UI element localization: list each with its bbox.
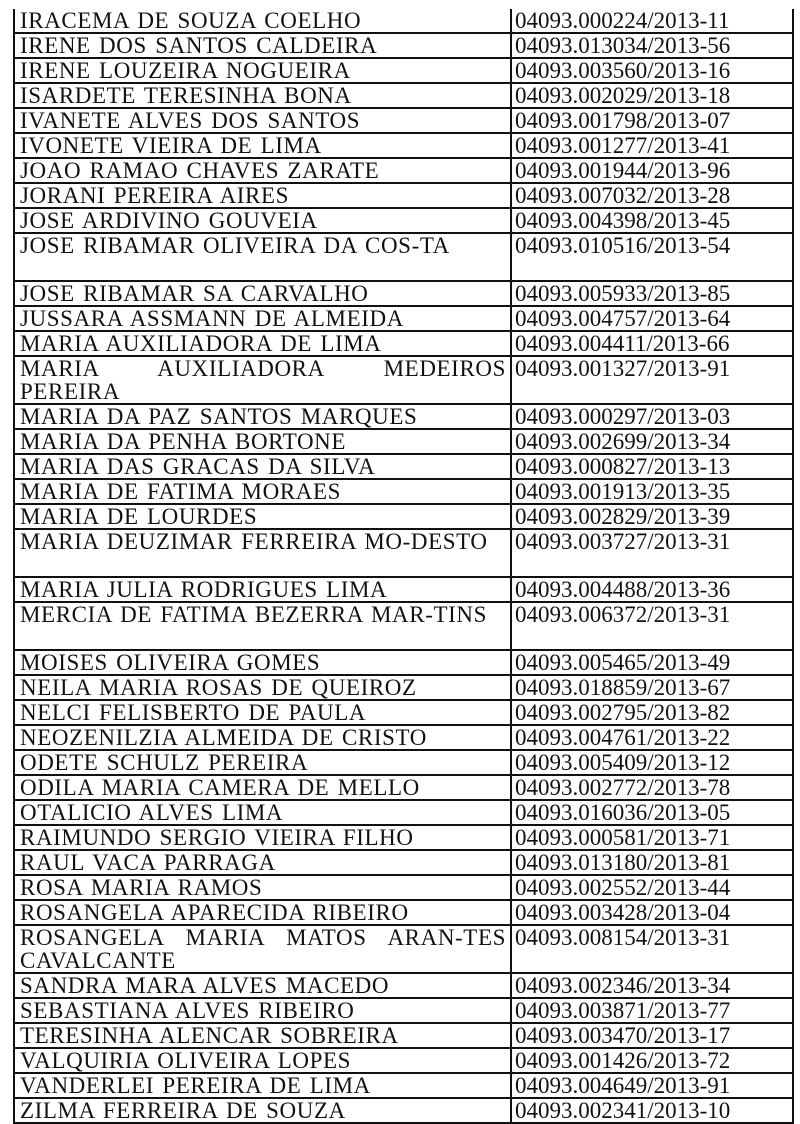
table-row <box>14 404 793 429</box>
beneficiary-name-cell: JOAO RAMAO CHAVES ZARATE <box>14 158 511 183</box>
beneficiary-name-cell: MARIA DE FATIMA MORAES <box>14 479 511 504</box>
beneficiary-name-cell: IVONETE VIEIRA DE LIMA <box>14 133 511 158</box>
beneficiary-name-cell: JUSSARA ASSMANN DE ALMEIDA <box>14 306 511 331</box>
table-row <box>14 650 793 675</box>
beneficiary-name-cell: IRENE LOUZEIRA NOGUEIRA <box>14 58 511 83</box>
process-number-cell: 04093.000297/2013-03 <box>511 404 793 429</box>
process-number-cell: 04093.007032/2013-28 <box>511 183 793 208</box>
table-row <box>14 454 793 479</box>
process-number-cell: 04093.004761/2013-22 <box>511 725 793 750</box>
beneficiary-name-cell: JORANI PEREIRA AIRES <box>14 183 511 208</box>
beneficiary-name-cell: JOSE RIBAMAR OLIVEIRA DA COS-TA <box>14 233 511 281</box>
beneficiary-name-cell: ROSANGELA MARIA MATOS ARAN-TES CAVALCANTE <box>14 925 511 973</box>
beneficiary-name-cell: ZILMA FERREIRA DE SOUZA <box>14 1098 511 1123</box>
table-row <box>14 973 793 998</box>
beneficiary-name-cell: MARIA DA PAZ SANTOS MARQUES <box>14 404 511 429</box>
beneficiary-name-cell: MARIA DAS GRACAS DA SILVA <box>14 454 511 479</box>
process-number-cell: 04093.002552/2013-44 <box>511 875 793 900</box>
beneficiary-name-cell: ODILA MARIA CAMERA DE MELLO <box>14 775 511 800</box>
process-number-cell: 04093.005409/2013-12 <box>511 750 793 775</box>
table-row <box>14 577 793 602</box>
process-number-cell: 04093.002772/2013-78 <box>511 775 793 800</box>
process-number-cell: 04093.000224/2013-11 <box>511 9 793 33</box>
process-number-cell: 04093.018859/2013-67 <box>511 675 793 700</box>
process-number-cell: 04093.001327/2013-91 <box>511 356 793 404</box>
process-number-cell: 04093.004411/2013-66 <box>511 331 793 356</box>
beneficiary-name-cell: MARIA DE LOURDES <box>14 504 511 529</box>
beneficiary-name-cell: SANDRA MARA ALVES MACEDO <box>14 973 511 998</box>
process-number-cell: 04093.001426/2013-72 <box>511 1048 793 1073</box>
table-row <box>14 233 793 281</box>
table-row <box>14 58 793 83</box>
process-number-cell: 04093.004757/2013-64 <box>511 306 793 331</box>
table-row <box>14 183 793 208</box>
process-number-cell: 04093.002795/2013-82 <box>511 700 793 725</box>
table-row <box>14 800 793 825</box>
process-number-cell: 04093.002346/2013-34 <box>511 973 793 998</box>
table-row <box>14 108 793 133</box>
table-row <box>14 83 793 108</box>
table-row <box>14 875 793 900</box>
table-row <box>14 331 793 356</box>
process-number-cell: 04093.003560/2013-16 <box>511 58 793 83</box>
table-row <box>14 775 793 800</box>
table-row <box>14 825 793 850</box>
table-row <box>14 529 793 577</box>
table-row <box>14 356 793 404</box>
table-row <box>14 750 793 775</box>
beneficiary-name-cell: ROSANGELA APARECIDA RIBEIRO <box>14 900 511 925</box>
beneficiary-name-cell: ISARDETE TERESINHA BONA <box>14 83 511 108</box>
beneficiary-name-cell: IVANETE ALVES DOS SANTOS <box>14 108 511 133</box>
beneficiary-name-cell: MERCIA DE FATIMA BEZERRA MAR-TINS <box>14 602 511 650</box>
beneficiary-name-cell: MARIA DEUZIMAR FERREIRA MO-DESTO <box>14 529 511 577</box>
table-row <box>14 998 793 1023</box>
process-number-cell: 04093.003727/2013-31 <box>511 529 793 577</box>
records-table <box>13 9 794 1124</box>
table-row <box>14 158 793 183</box>
beneficiary-name-cell: JOSE RIBAMAR SA CARVALHO <box>14 281 511 306</box>
table-row <box>14 725 793 750</box>
table-row <box>14 925 793 973</box>
table-row <box>14 33 793 58</box>
beneficiary-name-cell: MARIA AUXILIADORA MEDEIROS PEREIRA <box>14 356 511 404</box>
process-number-cell: 04093.004488/2013-36 <box>511 577 793 602</box>
beneficiary-name-cell: ROSA MARIA RAMOS <box>14 875 511 900</box>
beneficiary-name-cell: NEILA MARIA ROSAS DE QUEIROZ <box>14 675 511 700</box>
process-number-cell: 04093.013180/2013-81 <box>511 850 793 875</box>
process-number-cell: 04093.008154/2013-31 <box>511 925 793 973</box>
beneficiary-name-cell: JOSE ARDIVINO GOUVEIA <box>14 208 511 233</box>
table-row <box>14 9 793 33</box>
process-number-cell: 04093.016036/2013-05 <box>511 800 793 825</box>
process-number-cell: 04093.001913/2013-35 <box>511 479 793 504</box>
process-number-cell: 04093.002029/2013-18 <box>511 83 793 108</box>
process-number-cell: 04093.010516/2013-54 <box>511 233 793 281</box>
table-row <box>14 700 793 725</box>
process-number-cell: 04093.004398/2013-45 <box>511 208 793 233</box>
beneficiary-name-cell: VANDERLEI PEREIRA DE LIMA <box>14 1073 511 1098</box>
process-number-cell: 04093.002699/2013-34 <box>511 429 793 454</box>
beneficiary-name-cell: MARIA DA PENHA BORTONE <box>14 429 511 454</box>
table-row <box>14 208 793 233</box>
beneficiary-name-cell: RAUL VACA PARRAGA <box>14 850 511 875</box>
process-number-cell: 04093.001798/2013-07 <box>511 108 793 133</box>
beneficiary-name-cell: IRACEMA DE SOUZA COELHO <box>14 9 511 33</box>
process-number-cell: 04093.005933/2013-85 <box>511 281 793 306</box>
beneficiary-name-cell: MARIA JULIA RODRIGUES LIMA <box>14 577 511 602</box>
document-page <box>13 9 792 1124</box>
process-number-cell: 04093.004649/2013-91 <box>511 1073 793 1098</box>
beneficiary-name-cell: ODETE SCHULZ PEREIRA <box>14 750 511 775</box>
process-number-cell: 04093.003871/2013-77 <box>511 998 793 1023</box>
table-row <box>14 281 793 306</box>
table-row <box>14 133 793 158</box>
table-row <box>14 429 793 454</box>
records-table-body <box>14 9 793 1123</box>
beneficiary-name-cell: OTALICIO ALVES LIMA <box>14 800 511 825</box>
process-number-cell: 04093.000581/2013-71 <box>511 825 793 850</box>
table-row <box>14 1023 793 1048</box>
process-number-cell: 04093.001944/2013-96 <box>511 158 793 183</box>
beneficiary-name-cell: MOISES OLIVEIRA GOMES <box>14 650 511 675</box>
process-number-cell: 04093.003470/2013-17 <box>511 1023 793 1048</box>
process-number-cell: 04093.002341/2013-10 <box>511 1098 793 1123</box>
table-row <box>14 1098 793 1123</box>
beneficiary-name-cell: SEBASTIANA ALVES RIBEIRO <box>14 998 511 1023</box>
table-row <box>14 675 793 700</box>
beneficiary-name-cell: MARIA AUXILIADORA DE LIMA <box>14 331 511 356</box>
table-row <box>14 900 793 925</box>
table-row <box>14 479 793 504</box>
table-row <box>14 504 793 529</box>
beneficiary-name-cell: TERESINHA ALENCAR SOBREIRA <box>14 1023 511 1048</box>
beneficiary-name-cell: NELCI FELISBERTO DE PAULA <box>14 700 511 725</box>
process-number-cell: 04093.006372/2013-31 <box>511 602 793 650</box>
process-number-cell: 04093.001277/2013-41 <box>511 133 793 158</box>
table-row <box>14 1073 793 1098</box>
table-row <box>14 306 793 331</box>
beneficiary-name-cell: NEOZENILZIA ALMEIDA DE CRISTO <box>14 725 511 750</box>
process-number-cell: 04093.005465/2013-49 <box>511 650 793 675</box>
process-number-cell: 04093.003428/2013-04 <box>511 900 793 925</box>
beneficiary-name-cell: VALQUIRIA OLIVEIRA LOPES <box>14 1048 511 1073</box>
table-row <box>14 850 793 875</box>
beneficiary-name-cell: RAIMUNDO SERGIO VIEIRA FILHO <box>14 825 511 850</box>
table-row <box>14 602 793 650</box>
beneficiary-name-cell: IRENE DOS SANTOS CALDEIRA <box>14 33 511 58</box>
process-number-cell: 04093.000827/2013-13 <box>511 454 793 479</box>
table-row <box>14 1048 793 1073</box>
process-number-cell: 04093.002829/2013-39 <box>511 504 793 529</box>
process-number-cell: 04093.013034/2013-56 <box>511 33 793 58</box>
